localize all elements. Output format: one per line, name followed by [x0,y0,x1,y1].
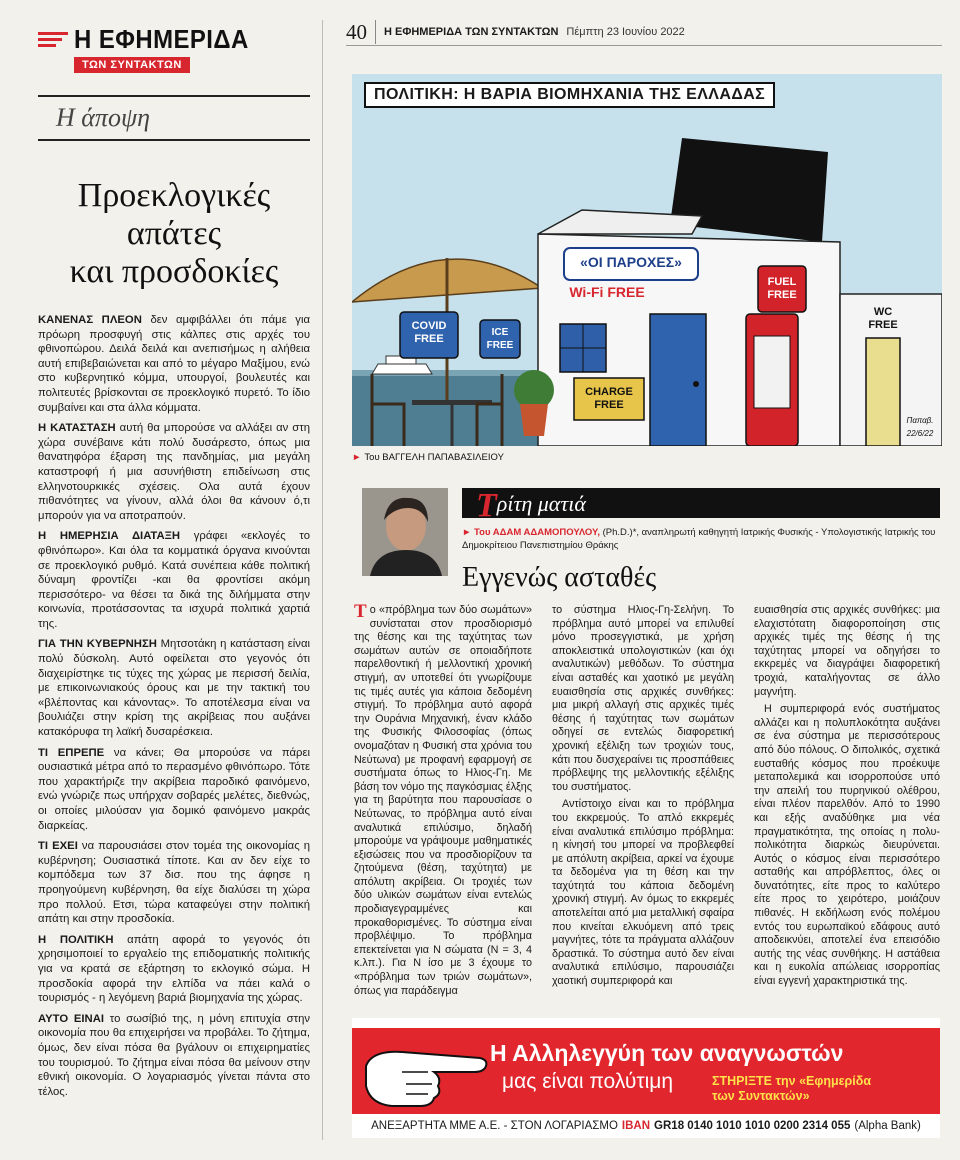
support-line: των Συντακτών» [712,1089,810,1103]
paragraph-text: να παρουσιάσει στον τομέα της οικονομίας η κυβέρνηση; Ουσιαστικά τίποτε. Και αν δεν είχε το κομπόδεμα των 37 δισ. που της άφησε η προηγούμενη κυβέρνηση, θα είχε διαλύσει τη χώρα προ πολλού. Ετσι, τώρα καταφεύγει στην πολιτική απάτη και στην προσδοκία. [38,840,310,926]
issue-date: Πέμπτη 23 Ιουνίου 2022 [566,25,685,38]
headline-line: και προσδοκίες [69,253,279,290]
masthead-subtitle: ΤΩΝ ΣΥΝΤΑΚΤΩΝ [74,57,190,73]
opinion-paragraph [38,746,310,834]
paragraph-lead: ΚΑΝΕΝΑΣ ΠΛΕΟΝ [38,314,142,326]
opinion-paragraph [38,1012,310,1100]
solidarity-ad[interactable] [352,1018,940,1138]
article-paragraph: το σύστημα Ηλιος-Γη-Σελήνη. Το πρόβλημα αυτό μπορεί να επιλυθεί μόνο προσεγγιστικά, με χρήση αποκλειστικά υπολογιστικών (και όχι αναλυτικών) μεθόδων. Το σύστημα είναι ασταθές και χαοτικό με μεγάλη ευαισθησία στις αρχικές συνθήκες: μια μικρή αλλαγή στις αρχικές τιμές θέσης ή ταχύτητας των σωμάτων οδηγεί σε εντελώς διαφορετική χρονική εξέλιξη των τροχιών τους, κάτι που δυσχεραίνει τις προσπάθειες πρόβλεψης της μελλοντικής εξέλιξης του συστήματος. [552,604,734,793]
paragraph-text: γράφει «εκλογές το φθινόπωρο». Και όλα τα κομματικά όργανα κινούνται σε προεκλογικό ρυθμό. Κατά συνέπεια κάθε πολιτική δύναμη φροντίζει -και θα φροντίσει ακόμη περισσότερο- να θέσει τα δικά της διλήμματα στην κοινωνία, προτάσσοντας τα ισχυρά πολιτικά χαρτιά της. [38,530,310,630]
pointing-hand-icon [362,1036,492,1110]
paragraph-text: να κάνει; Θα μπορούσε να πάρει ουσιαστικά μέτρα από το περασμένο φθινόπωρο. Τότε που χαρακτήριζε την ακρίβεια παροδικό φαινόμενο, ενώ γνώριζε πως υπήρχαν σοβαρές μελέτες, διεθνώς, οι οποίες μιλούσαν για δομικό φαινόμενο μακράς διαρκείας. [38,746,311,832]
paragraph-lead: Η ΠΟΛΙΤΙΚΗ [38,933,114,946]
ad-bank-details [352,1114,940,1138]
paragraph-lead: ΤΙ ΕΠΡΕΠΕ [38,746,105,759]
masthead [38,24,310,55]
bank-name: (Alpha Bank) [854,1120,921,1132]
paragraph-text: αυτή θα μπορούσε να αλλάξει αν στη χώρα συνέβαινε κάτι πολύ δυσάρεστο, όπως μια θανατηφόρα έξαρση της πανδημίας, μια μεγάλη καταστροφή ή μια ασυνήθιστη επιδείνωση στις ελληνοτουρκικές σχέσεις. Ολα αυτά έχουν πιθανότητες να γίνουν, αλλά όλοι θα κάνουν ό,τι μπορούν για να αποτραπούν. [38,422,310,522]
masthead-lines-icon [38,32,68,47]
artist-signature: Παπαβ. 22/6/22 [906,416,934,438]
iban-label: IBAN [621,1120,651,1132]
page-number: 40 [346,20,376,44]
section-title: Η άποψη [56,103,150,132]
opinion-section-label [38,95,310,141]
paragraph-lead: Η ΗΜΕΡΗΣΙΑ ΔΙΑΤΑΞΗ [38,530,181,543]
paragraph-lead: ΑΥΤΟ ΕΙΝΑΙ [38,1012,105,1025]
ad-support-text [712,1074,871,1104]
author-name: Του ΑΔΑΜ ΑΔΑΜΟΠΟΥΛΟΥ, [474,527,600,538]
political-cartoon [352,74,942,446]
opinion-body [38,313,310,1099]
opinion-column [38,24,310,1105]
credit-arrow-icon: ► [352,452,362,463]
author-description: (Ph.D.)*, αναπληρωτή καθηγητή Ιατρικής Φυσικής - Υπολογιστικής Ιατρικής του Δημοκρίτειου Πανεπιστημίου Θράκης [462,527,936,551]
article-byline [462,526,940,552]
cartoon-title: ΠΟΛΙΤΙΚΗ: Η ΒΑΡΙΑ ΒΙΟΜΗΧΑΝΙΑ ΤΗΣ ΕΛΛΑΔΑΣ [364,82,775,108]
iban-number: GR18 0140 1010 1010 0200 2314 055 [654,1120,851,1132]
ad-subtitle: μας είναι πολύτιμη [502,1070,674,1093]
paragraph-text: το σωσίβιό της, η μόνη επιτυχία στην οικονομία που θα επιχειρήσει να προβάλει. Το ζήτημα, όμως, δεν είναι πόσα θα βγάλουν οι επιχειρηματίες του τουρισμού. Το ζήτημα είναι πόσα θα μείνουν στην εθνική οικονομία. Ο λογαριασμός γίνεται πάντα στο τέλος. [38,1012,311,1098]
banner-title: ρίτη ματιά [496,491,586,516]
page-header [346,18,942,46]
paragraph-text: απάτη αφορά το γεγονός ότι χρησιμοποιεί το εργαλείο της επιδοματικής πολιτικής για να κρατά σε εξάρτηση το εκλογικό σώμα. Η προσδοκία αφορά την ελπίδα να πάει καλά ο τουρισμός - η λεγόμενη βαριά βιομηχανία της χώρας. [38,933,311,1005]
paragraph-text: Μητσοτάκη η κατάσταση είναι πολύ δύσκολη. Αυτό οφείλεται στο γεγονός ότι διαχειρίστηκε τις τύχες της χώρας με περισσή δειλία, με επικοινωνιακούς όρους και με την τακτική του «βλέποντας και κάνοντας». Το αποτέλεσμα είναι να βουλιάζει στην κρίση της ακρίβειας που αυξάνει κατακόρυφα τη λαϊκή δυσαρέσκεια. [38,638,310,739]
cartoon-credit [352,452,504,463]
article-paragraph: ο «πρόβλημα των δύο σωμάτων» συνίσταται στον προσδιορισμό της θέσης και της ταχύτητας των σωμάτων αυτών σε οποιαδήποτε παρελθοντική ή μελλοντική χρονική στιγμή, αν υποτεθεί ότι γνωρίζουμε τις τιμές αυτές για κάποια δεδομένη στιγμή. Το πρόβλημα αυτό αφορά την Ουράνια Μηχανική, έναν κλάδο της Φυσικής Φιλοσοφίας (όπως ονομαζόταν η Φυσική στα χρόνια του Νεύτωνα) με προφανή εφαρμογή σε συστήματα όπως το Ηλιος-Γη. Με βάση τον νόμο της παγκόσμιας έλξης για τη βαρύτητα που παρουσίασε ο Νεύτωνας, το πρόβλημα αυτό είναι αναλυτικά επιλύσιμο, δηλαδή μπορούμε να γράψουμε μαθηματικές εξισώσεις που να προσδιορίζουν τα ζητούμενα (θέση, ταχύτητα) με απόλυτη ακρίβεια. Οι τροχιές των δύο υλικών σωμάτων είναι εντελώς προδιαγεγραμμένες και προκαθορισμένες. Το σύστημα είναι προβλέψιμο. Το πρόβλημα επεκτείνεται για Ν σώματα (Ν = 3, 4 κ.λπ.). Για Ν ίσο με 3 έχουμε το «πρόβλημα των τριών σωμάτων», όπως για παράδειγμα [354,604,532,997]
bank-prefix: ΑΝΕΞΑΡΤΗΤΑ ΜΜΕ Α.Ε. - ΣΤΟΝ ΛΟΓΑΡΙΑΣΜΟ [371,1120,618,1132]
opinion-headline [38,177,310,291]
credit-text: Του ΒΑΓΓΕΛΗ ΠΑΠΑΒΑΣΙΛΕΙΟΥ [364,452,504,463]
author-portrait [362,488,448,576]
article-paragraph: Αντίστοιχο είναι και το πρόβλημα του εκκρεμούς. Το απλό εκκρεμές είναι αναλυτικά επιλύσιμο πρόβλημα: η κίνησή του μπορεί να προβλεφθεί με απόλυτη ακρίβεια, αρκεί να έχουμε τα δεδομένα για τη θέση και την ταχύτητά του κάποια δεδομένη χρονική στιγμή. Αν όμως το εκκρεμές αποτελείται από μια μεταλλική σφαίρα που κινείται ελκυόμενη από τρεις μαγνήτες, τότε τα πράγματα αλλάζουν δραστικά. Το σύστημα αυτό δεν είναι αναλυτικά επιλύσιμο, παρουσιάζει χαοτική συμπεριφορά και [552,798,734,988]
headline-line: απάτες [126,215,222,252]
charge-sign: CHARGE FREE [585,386,633,411]
opinion-paragraph [38,637,310,739]
article-headline: Εγγενώς ασταθές [462,562,657,593]
opinion-paragraph [38,313,310,415]
ad-top-strip [352,1018,940,1028]
paper-name: Η ΕΦΗΜΕΡΙΔΑ ΤΩΝ ΣΥΝΤΑΚΤΩΝ [384,25,559,38]
ice-sign: ICE FREE [486,327,514,351]
article-column-2 [552,604,734,993]
provisions-sign: «ΟΙ ΠΑΡΟΧΕΣ» [580,254,682,270]
article-column-3 [754,604,940,993]
opinion-paragraph [38,529,310,631]
banner-initial: Τ [476,487,497,524]
opinion-paragraph [38,839,310,927]
fuel-sign: FUEL FREE [767,276,797,301]
paragraph-text: δεν αμφιβάλλει ότι πάμε για πρόωρη προσφυγή στις κάλπες στις αρχές του φθινοπώρου. Δειλά δειλά και ανεπισήμως η αλήθεια αυτή επιβεβαιώνεται και από το μέγαρο Μαξίμου, ενώ στο κυβερνητικό κόμμα, υπουργοί, βουλευτές και πολιτευτές βρίσκονται σε προεκλογικό πυρετό. Το ίδιο συμβαίνει και στα άλλα κόμματα. [38,314,310,414]
masthead-title: Η ΕΦΗΜΕΡΙΔΑ [74,24,249,54]
ad-title: Η Αλληλεγγύη των αναγνωστών [490,1040,844,1066]
column-divider [322,20,323,1140]
dropcap: Τ [354,601,367,622]
byline-arrow-icon: ► [462,527,472,538]
opinion-paragraph [38,933,310,1006]
article-paragraph: ευαισθησία στις αρχικές συνθήκες: μια ελαχιστότατη διαφοροποίηση στις αρχικές τιμές της θέσης ή της ταχύτητας μπορεί να οδηγήσει το εκκρεμές να διαγράψει διαφορετική τροχιά, καταλήγοντας σε άλλο μαγνήτη. [754,604,940,698]
headline-line: Προεκλογικές [77,177,271,214]
wifi-sign: Wi-Fi FREE [569,284,645,300]
article-column-1 [354,601,532,1002]
article-paragraph: Η συμπεριφορά ενός συστήματος αλλάζει και η πολυπλοκότητα αυξάνει σε ένα σύστημα με περισσότερους από δύο πόλους. Ο διπολικός, σχετικά ευσταθής κόσμος που προέκυψε μεταπολεμικά και ισορροπούσε υπό την απειλή του πυρηνικού ολέθρου, είναι πλέον παρελθόν. Από το 1990 και εξής αναδύθηκε μια νέα πραγματικότητα, της οποίας η πολυ-πολικότητα διαρκώς διευρύνεται. Αυτός ο κόσμος είναι περισσότερο ασταθής και απρόβλεπτος, όλες οι δυνατότητες, είτε προς το καλύτερο είτε προς το χειρότερο, μοιάζουν πιθανές. Η εκδήλωση ενός πολέμου εντός του ευρωπαϊκού εδάφους αυτό αποδεικνύει, αποτελεί ένα επεισόδιο αυτής της νέας συνθήκης. Η αστάθεια και η ευκολία απώλειας ισορροπίας είναι εγγενή χαρακτηριστικά της. [754,703,940,988]
wc-sign: WC FREE [868,306,898,331]
opinion-paragraph [38,421,310,523]
support-line: ΣΤΗΡΙΞΤΕ την «Εφημερίδα [712,1074,872,1088]
third-eye-banner [462,487,940,524]
paragraph-lead: ΓΙΑ ΤΗΝ ΚΥΒΕΡΝΗΣΗ [38,638,157,651]
covid-sign: COVID FREE [411,320,447,345]
paragraph-lead: Η ΚΑΤΑΣΤΑΣΗ [38,422,116,435]
author-photo-icon [362,488,448,576]
paragraph-lead: ΤΙ ΕΧΕΙ [38,840,78,853]
